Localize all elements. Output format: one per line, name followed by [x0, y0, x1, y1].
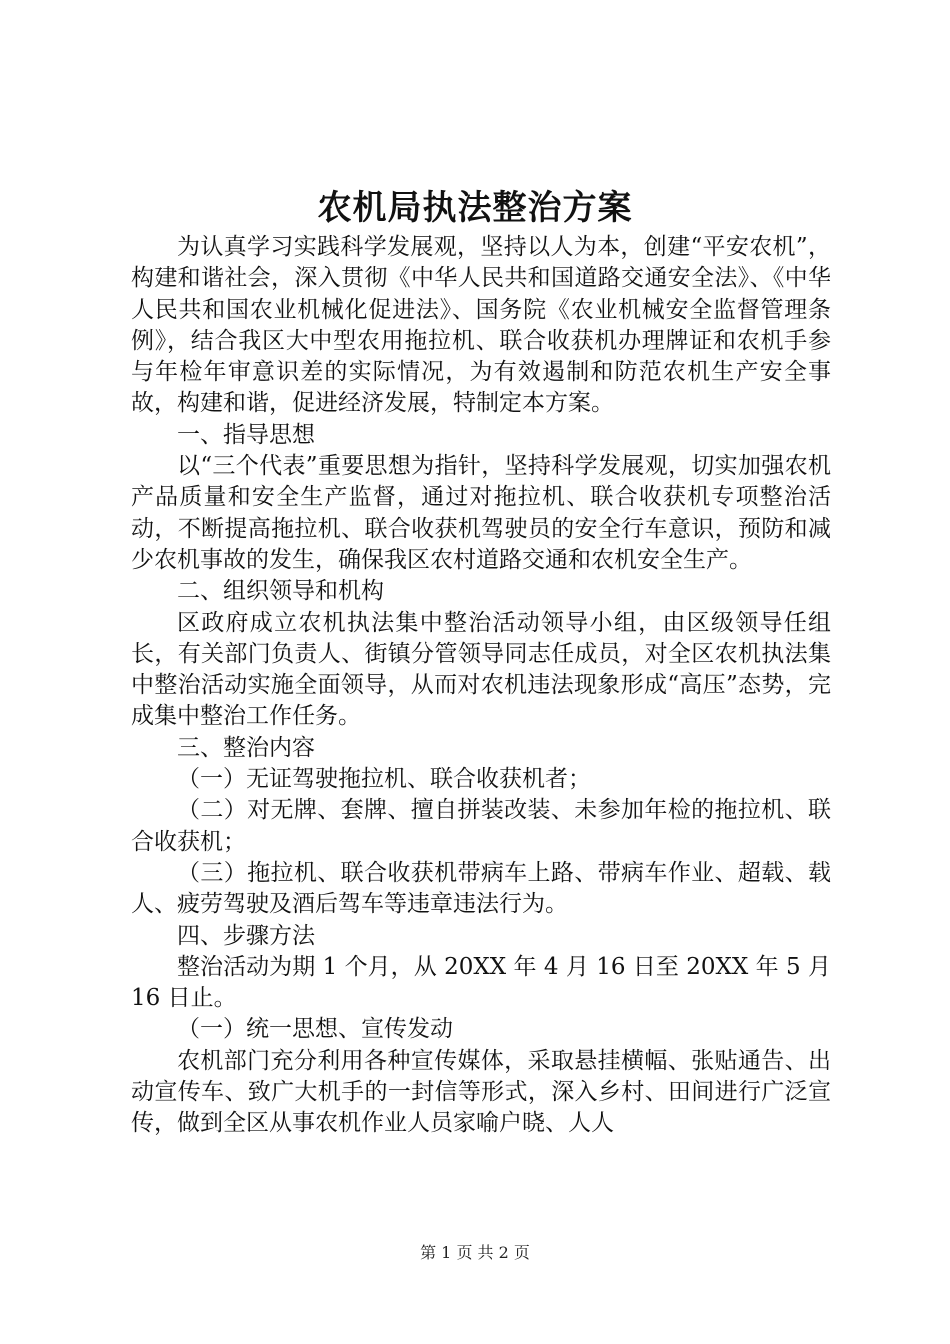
content-item-3: （三）拖拉机、联合收获机带病车上路、带病车作业、超载、载人、疲劳驾驶及酒后驾车等违章违法行为。: [131, 859, 831, 918]
content-item-2: （二）对无牌、套牌、擅自拼装改装、未参加年检的拖拉机、联合收获机；: [131, 797, 831, 855]
publicity-paragraph: 农机部门充分利用各种宣传媒体，采取悬挂横幅、张贴通告、出动宣传车、致广大机手的一封信等形式，深入乡村、田间进行广泛宣传，做到全区从事农机作业人员家喻户晓、人人: [131, 1047, 831, 1137]
section-heading-guiding-ideology: 一、指导思想: [177, 421, 315, 448]
section-heading-organization: 二、组织领导和机构: [177, 578, 384, 605]
document-body: [131, 232, 831, 1140]
section-heading-steps: 四、步骤方法: [177, 922, 315, 949]
section-heading-content: 三、整治内容: [177, 734, 315, 761]
subsection-heading-publicity: （一）统一思想、宣传发动: [177, 1016, 453, 1043]
steps-duration-paragraph: 整治活动为期 1 个月，从 20XX 年 4 月 16 日至 20XX 年 5 月 16 日止。: [131, 953, 831, 1012]
page-footer: 第 1 页 共 2 页: [420, 1243, 530, 1262]
intro-paragraph: 为认真学习实践科学发展观，坚持以人为本，创建“平安农机”，构建和谐社会，深入贯彻《中华人民共和国道路交通安全法》、《中华人民共和国农业机械化促进法》、国务院《农业机械安全监督管理条例》，结合我区大中型农用拖拉机、联合收获机办理牌证和农机手参与年检年审意识差的实际情况，为有效遏制和防范农机生产安全事故，构建和谐，促进经济发展，特制定本方案。: [131, 234, 831, 417]
guiding-ideology-paragraph: 以“三个代表”重要思想为指针，坚持科学发展观，切实加强农机产品质量和安全生产监督，通过对拖拉机、联合收获机专项整治活动，不断提高拖拉机、联合收获机驾驶员的安全行车意识，预防和减少农机事故的发生，确保我区农村道路交通和农机安全生产。: [131, 453, 831, 573]
document-title: 农机局执法整治方案: [317, 188, 633, 228]
content-item-1: （一）无证驾驶拖拉机、联合收获机者；: [177, 766, 591, 793]
organization-paragraph: 区政府成立农机执法集中整治活动领导小组，由区级领导任组长，有关部门负责人、街镇分管领导同志任成员，对全区农机执法集中整治活动实施全面领导，从而对农机违法现象形成“高压”态势，完成集中整治工作任务。: [131, 609, 831, 730]
